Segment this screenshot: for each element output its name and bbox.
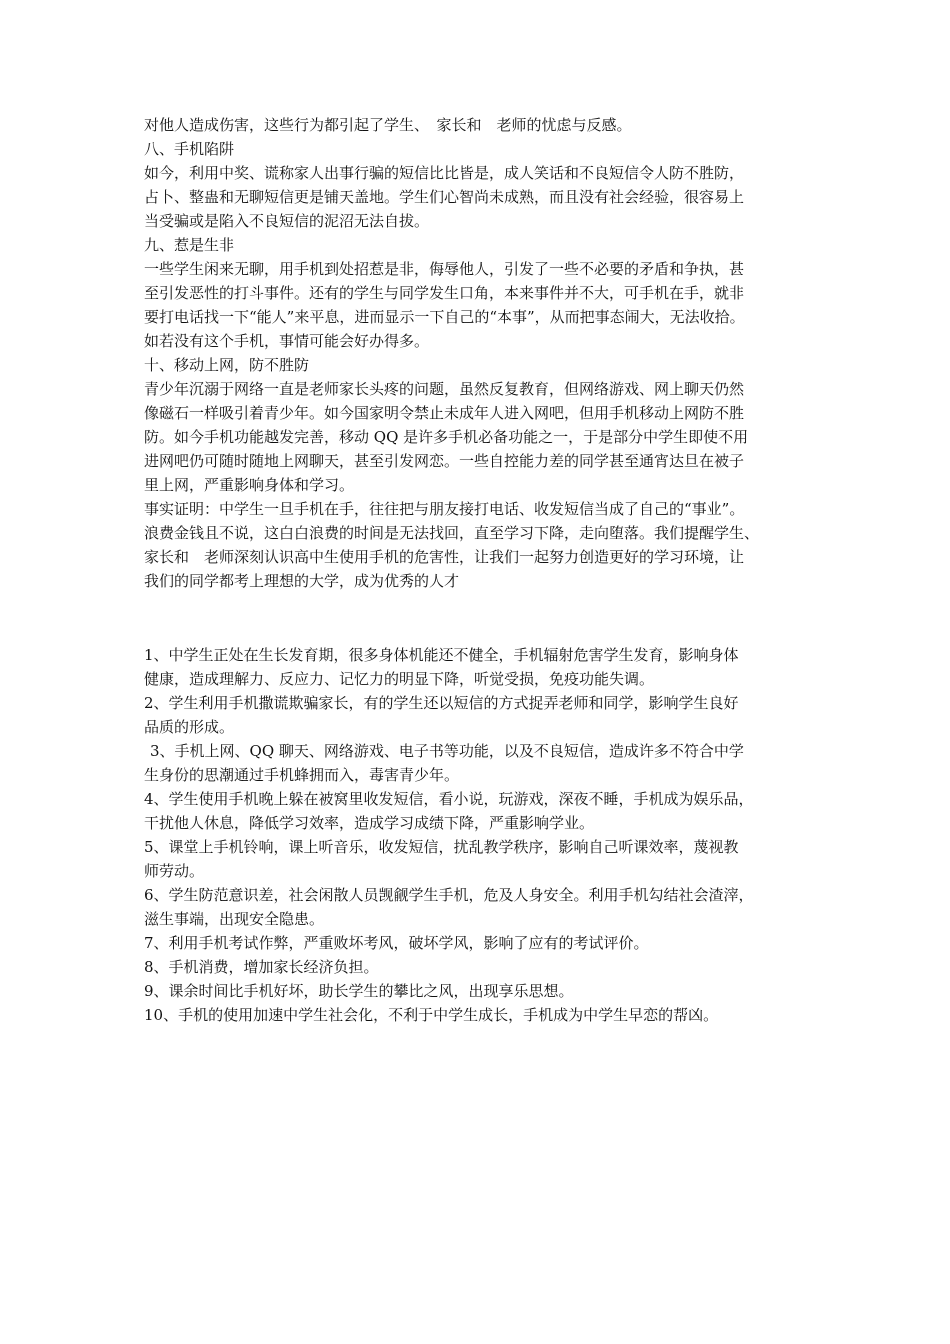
list-item: 7、利用手机考试作弊，严重败坏考风，破坏学风，影响了应有的考试评价。 (144, 934, 649, 952)
list-item-continuation: 干扰他人休息，降低学习效率，造成学习成绩下降，严重影响学业。 (144, 814, 595, 832)
text-line: 对他人造成伤害，这些行为都引起了学生、 家长和 老师的忧虑与反感。 (144, 116, 632, 134)
list-item: 1、中学生正处在生长发育期，很多身体机能还不健全，手机辐射危害学生发育，影响身体 (144, 646, 739, 664)
section-heading: 八、手机陷阱 (144, 140, 235, 158)
section-heading: 九、惹是生非 (144, 236, 235, 254)
document-page (144, 113, 812, 1027)
text-line: 浪费金钱且不说，这白白浪费的时间是无法找回，直至学习下降，走向堕落。我们提醒学生、 (144, 524, 760, 542)
text-line: 要打电话找一下“能人”来平息，进而显示一下自己的“本事”，从而把事态闹大，无法收拾。 (144, 308, 745, 326)
list-item: 5、课堂上手机铃响，课上听音乐，收发短信，扰乱教学秩序，影响自己听课效率，蔑视教 (144, 838, 739, 856)
text-line: 进网吧仍可随时随地上网聊天，甚至引发网恋。一些自控能力差的同学甚至通宵达旦在被子 (144, 452, 745, 470)
text-line: 如若没有这个手机，事情可能会好办得多。 (144, 332, 430, 350)
text-line: 青少年沉溺于网络一直是老师家长头疼的问题，虽然反复教育，但网络游戏、网上聊天仍然 (144, 380, 745, 398)
text-line: 我们的同学都考上理想的大学，成为优秀的人才 (144, 572, 460, 590)
text-line: 事实证明：中学生一旦手机在手，往往把与朋友接打电话、收发短信当成了自己的“事业”。 (144, 500, 745, 518)
text-line: 像磁石一样吸引着青少年。如今国家明令禁止未成年人进入网吧，但用手机移动上网防不胜 (144, 404, 745, 422)
list-item-continuation: 师劳动。 (144, 862, 205, 880)
section-harms-essay (144, 113, 812, 593)
text-line: 里上网，严重影响身体和学习。 (144, 476, 355, 494)
section-spacer (144, 593, 812, 643)
list-item: 2、学生利用手机撒谎欺骗家长，有的学生还以短信的方式捉弄老师和同学，影响学生良好 (144, 694, 739, 712)
text-line: 一些学生闲来无聊，用手机到处招惹是非，侮辱他人，引发了一些不必要的矛盾和争执，甚 (144, 260, 745, 278)
text-line: 如今，利用中奖、谎称家人出事行骗的短信比比皆是，成人笑话和不良短信令人防不胜防， (144, 164, 745, 182)
list-item-continuation: 健康，造成理解力、反应力、记忆力的明显下降，听觉受损，免疫功能失调。 (144, 670, 655, 688)
list-item: 4、学生使用手机晚上躲在被窝里收发短信，看小说，玩游戏，深夜不睡，手机成为娱乐品， (144, 790, 754, 808)
text-line: 当受骗或是陷入不良短信的泥沼无法自拔。 (144, 212, 430, 230)
text-line: 防。如今手机功能越发完善，移动 QQ 是许多手机必备功能之一，于是部分中学生即使不用 (144, 428, 749, 446)
list-item-continuation: 生身份的思潮通过手机蜂拥而入，毒害青少年。 (144, 766, 460, 784)
list-item: 6、学生防范意识差，社会闲散人员觊觎学生手机，危及人身安全。利用手机勾结社会渣滓， (144, 886, 754, 904)
section-heading: 十、移动上网，防不胜防 (144, 356, 310, 374)
text-line: 家长和 老师深刻认识高中生使用手机的危害性，让我们一起努力创造更好的学习环境，让 (144, 548, 745, 566)
list-item: 8、手机消费，增加家长经济负担。 (144, 958, 379, 976)
list-item-continuation: 品质的形成。 (144, 718, 235, 736)
list-item: 3、手机上网、QQ 聊天、网络游戏、电子书等功能，以及不良短信，造成许多不符合中学 (150, 742, 744, 760)
list-item: 10、手机的使用加速中学生社会化，不利于中学生成长，手机成为中学生早恋的帮凶。 (144, 1006, 719, 1024)
text-line: 占卜、整蛊和无聊短信更是铺天盖地。学生们心智尚未成熟，而且没有社会经验，很容易上 (144, 188, 745, 206)
list-item-continuation: 滋生事端，出现安全隐患。 (144, 910, 325, 928)
text-line: 至引发恶性的打斗事件。还有的学生与同学发生口角，本来事件并不大，可手机在手，就非 (144, 284, 745, 302)
list-item: 9、课余时间比手机好坏，助长学生的攀比之风，出现享乐思想。 (144, 982, 574, 1000)
section-numbered-harms (144, 643, 812, 1027)
